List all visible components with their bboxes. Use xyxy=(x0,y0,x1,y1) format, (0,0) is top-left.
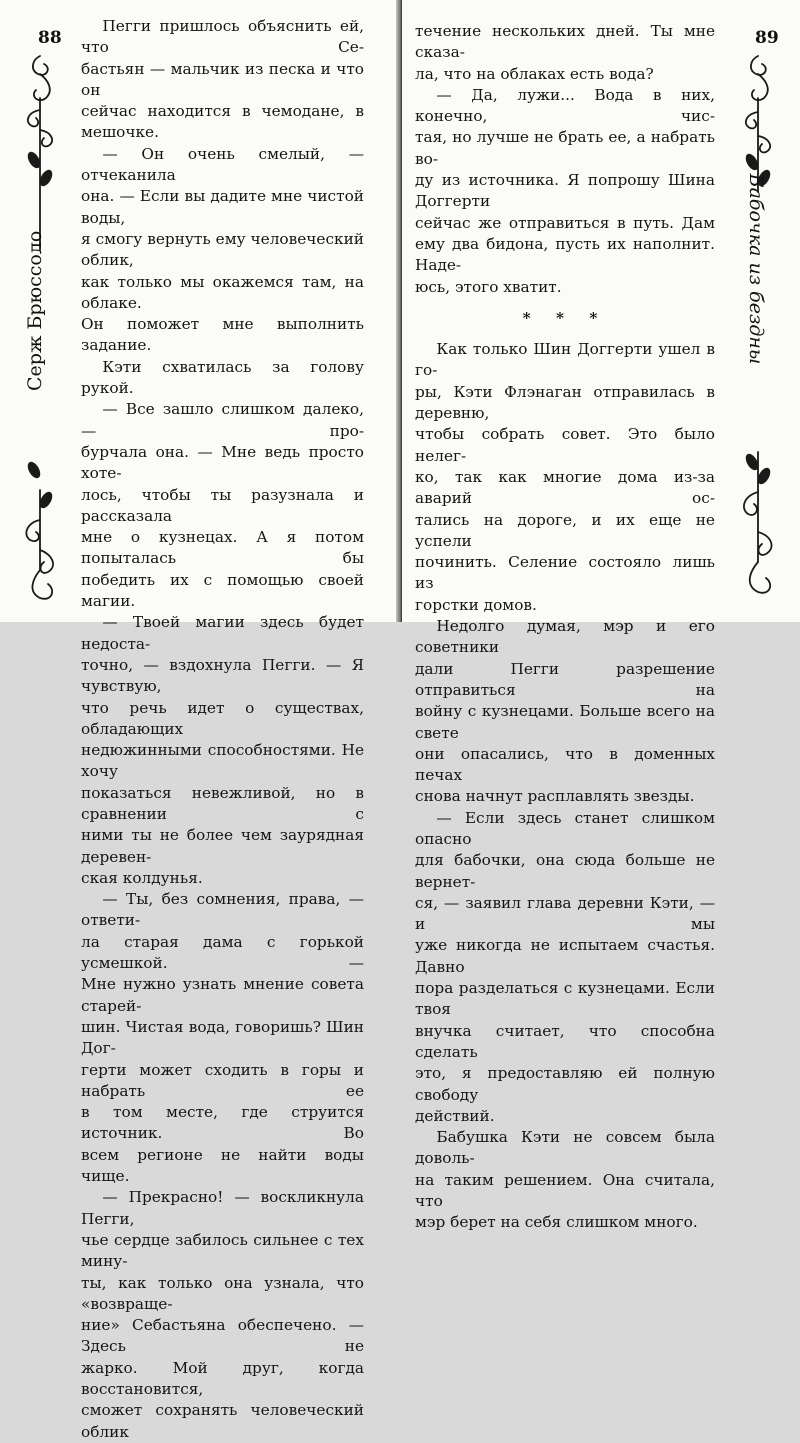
text-line: бастьян — мальчик из песка и что он xyxy=(81,59,364,99)
text-line: точно, — вздохнула Пегги. — Я чувствую, xyxy=(81,655,364,696)
text-line: что речь идет о существах, обладающих xyxy=(81,698,364,738)
text-line: показаться невежливой, но в сравнении с xyxy=(81,783,364,823)
text-line: чтобы собрать совет. Это было нелег- xyxy=(415,425,715,465)
text-line: герти может сходить в горы и набрать ее xyxy=(81,1060,364,1100)
text-line: она. — Если вы дадите мне чистой воды, xyxy=(81,187,364,227)
text-line: ся, — заявил глава деревни Кэти, — и мы xyxy=(415,893,715,934)
text-line: — Твоей магии здесь будет недоста- xyxy=(81,613,364,653)
text-line: Бабушка Кэти не совсем была доволь- xyxy=(415,1128,715,1168)
text-line: дали Пегги разрешение отправиться на xyxy=(415,659,715,699)
text-line: сможет сохранять человеческий облик xyxy=(81,1401,364,1441)
text-line: ко, так как многие дома из-за аварий ос- xyxy=(415,467,715,508)
text-line: недюжинными способностями. Не хочу xyxy=(81,741,364,781)
text-line: сейчас находится в чемодане, в мешочке. xyxy=(81,102,364,142)
text-line: для бабочки, она сюда больше не вернет- xyxy=(415,851,715,891)
text-line: войну с кузнецами. Больше всего на свете xyxy=(415,702,715,742)
text-line: тая, но лучше не брать ее, а набрать во- xyxy=(415,128,715,168)
text-line: победить их с помощью своей магии. xyxy=(81,570,364,611)
text-line: Кэти схватилась за голову рукой. xyxy=(81,357,364,398)
text-line: течение нескольких дней. Ты мне сказа- xyxy=(415,22,715,62)
right-page xyxy=(402,0,800,1232)
text-line: мне о кузнецах. А я потом попыталась бы xyxy=(81,528,364,568)
text-line: — Все зашло слишком далеко, — про- xyxy=(81,400,364,440)
text-line: горстки домов. xyxy=(415,595,537,614)
text-line: внучка считает, что способна сделать xyxy=(415,1021,715,1061)
text-line: сейчас же отправиться в путь. Дам xyxy=(415,213,715,232)
text-line: ему два бидона, пусть их наполнит. Наде- xyxy=(415,234,715,275)
text-line: ду из источника. Я попрошу Шина Доггерти xyxy=(415,171,715,211)
text-line: — Он очень смелый, — отчеканила xyxy=(81,144,364,185)
left-page-text xyxy=(81,16,364,1443)
left-page xyxy=(0,0,398,1441)
text-line: шин. Чистая вода, говоришь? Шин Дог- xyxy=(81,1017,364,1058)
page-number: 88 xyxy=(38,28,62,48)
text-line: чье сердце забилось сильнее с тех мину- xyxy=(81,1230,364,1271)
text-line: всем регионе не найти воды чище. xyxy=(81,1145,364,1186)
text-line: как только мы окажемся там, на облаке. xyxy=(81,272,364,312)
text-line: починить. Селение состояло лишь из xyxy=(415,553,715,593)
text-line: ры, Кэти Флэнаган отправилась в деревню, xyxy=(415,382,715,423)
text-line: — Ты, без сомнения, права, — ответи- xyxy=(81,890,364,930)
text-line: — Прекрасно! — воскликнула Пегги, xyxy=(81,1188,364,1228)
text-line: ние» Себастьяна обеспечено. — Здесь не xyxy=(81,1316,364,1356)
text-line: жарко. Мой друг, когда восстановится, xyxy=(81,1358,364,1398)
text-line: Как только Шин Доггерти ушел в го- xyxy=(415,340,715,380)
text-line: ними ты не более чем заурядная деревен- xyxy=(81,826,364,866)
text-line: я смогу вернуть ему человеческий облик, xyxy=(81,229,364,270)
text-line: снова начнут расплавлять звезды. xyxy=(415,787,695,806)
text-line: Недолго думая, мэр и его советники xyxy=(415,617,715,657)
text-line: пора разделаться с кузнецами. Если твоя xyxy=(415,979,715,1019)
text-line: мэр берет на себя слишком много. xyxy=(415,1213,698,1232)
text-line: — Если здесь станет слишком опасно xyxy=(415,808,715,848)
text-line: Пегги пришлось объяснить ей, что Се- xyxy=(81,17,364,57)
text-line: это, я предоставляю ей полную свободу xyxy=(415,1064,715,1104)
text-line: Он поможет мне выполнить задание. xyxy=(81,315,364,355)
text-line: ская колдунья. xyxy=(81,868,203,887)
text-line: ты, как только она узнала, что «возвраще- xyxy=(81,1273,364,1313)
page-number: 89 xyxy=(755,28,779,48)
text-line: — Да, лужи... Вода в них, конечно, чис- xyxy=(415,85,715,126)
text-line: уже никогда не испытаем счастья. Давно xyxy=(415,936,715,976)
text-line: действий. xyxy=(415,1106,495,1125)
section-break: * * * xyxy=(522,308,608,327)
text-line: они опасались, что в доменных печах xyxy=(415,744,715,785)
text-line: на таким решением. Она считала, что xyxy=(415,1170,715,1211)
text-line: ла, что на облаках есть вода? xyxy=(415,64,654,83)
text-line: ла старая дама с горькой усмешкой. — xyxy=(81,932,364,973)
running-head-text: Бабочка из бездны xyxy=(745,173,767,365)
text-line: Мне нужно узнать мнение совета старей- xyxy=(81,975,364,1015)
text-line: лось, чтобы ты разузнала и рассказала xyxy=(81,485,364,525)
text-line: тались на дороге, и их еще не успели xyxy=(415,510,715,550)
running-head-text: Серж Брюссоло xyxy=(24,230,46,391)
right-page-text xyxy=(415,21,715,1234)
text-line: бурчала она. — Мне ведь просто хоте- xyxy=(81,442,364,483)
text-line: в том месте, где струится источник. Во xyxy=(81,1103,364,1143)
text-line: юсь, этого хватит. xyxy=(415,277,562,296)
